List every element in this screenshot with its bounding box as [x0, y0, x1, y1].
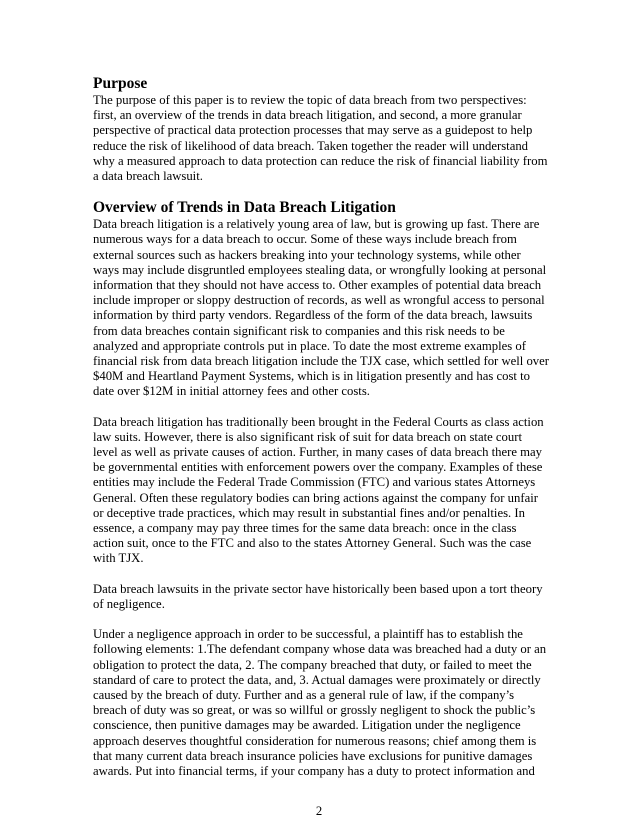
text-line: level as well as private causes of action. Further, in many cases of data breach there may — [93, 445, 543, 460]
text-line: caused by the breach of duty. Further and as a general rule of law, if the company’s — [93, 687, 515, 702]
overview-paragraph-4 — [93, 627, 549, 779]
text-line: from data breaches contain significant risk to companies and this risk needs to be — [93, 323, 505, 338]
text-line: date over $12M in initial attorney fees and other costs. — [93, 384, 370, 399]
text-line: Data breach litigation is a relatively young area of law, but is growing up fast. There are — [93, 217, 540, 232]
text-line: standard of care to protect the data, and, 3. Actual damages were proximately or directly — [93, 672, 541, 687]
text-line: awards. Put into financial terms, if your company has a duty to protect information and — [93, 763, 535, 778]
text-line: following elements: 1.The defendant company whose data was breached had a duty or an — [93, 642, 547, 657]
text-line: conscience, then punitive damages may be awarded. Litigation under the negligence — [93, 718, 521, 733]
purpose-heading: Purpose — [93, 75, 148, 92]
text-line: ways may include disgruntled employees stealing data, or wrongfully looking at personal — [93, 262, 547, 277]
text-line: General. Often these regulatory bodies can bring actions against the company for unfair — [93, 490, 538, 505]
text-line: approach deserves thoughtful consideration for numerous reasons; chief among them is — [93, 733, 537, 748]
overview-section — [93, 198, 549, 779]
text-line: $40M and Heartland Payment Systems, which is in litigation presently and has cost to — [93, 369, 530, 384]
text-line: Data breach litigation has traditionally been brought in the Federal Courts as class action — [93, 414, 544, 429]
text-line: financial risk from data breach litigation include the TJX case, which settled for well over — [93, 354, 550, 369]
text-line: of negligence. — [93, 596, 165, 611]
text-line: information that they should not have access to. Other examples of potential data breach — [93, 278, 542, 293]
document-page — [93, 74, 549, 779]
purpose-paragraph — [93, 93, 549, 184]
text-line: why a measured approach to data protection can reduce the risk of financial liability from — [93, 153, 548, 168]
text-line: obligation to protect the data, 2. The company breached that duty, or failed to meet the — [93, 657, 532, 672]
text-line: numerous ways for a data breach to occur. Some of these ways include breach from — [93, 232, 517, 247]
purpose-section — [93, 74, 549, 184]
text-line: perspective of practical data protection processes that may serve as a guidepost to help — [93, 123, 533, 138]
overview-paragraph-3 — [93, 582, 549, 612]
text-line: external sources such as hackers breaking into your technology systems, while other — [93, 247, 521, 262]
text-line: reduce the risk of likelihood of data breach. Taken together the reader will understand — [93, 138, 529, 153]
overview-paragraph-1 — [93, 217, 549, 399]
text-line: law suits. However, there is also significant risk of suit for data breach on state court — [93, 429, 522, 444]
overview-paragraph-2 — [93, 415, 549, 567]
text-line: essence, a company may pay three times for the same data breach: once in the class — [93, 521, 517, 536]
text-line: action suit, once to the FTC and also to the states Attorney General. Such was the case — [93, 536, 532, 551]
text-line: information by third party vendors. Regardless of the form of the data breach, lawsuits — [93, 308, 533, 323]
text-line: entities may include the Federal Trade Commission (FTC) and various states Attorneys — [93, 475, 536, 490]
text-line: that many current data breach insurance policies have exclusions for punitive damages — [93, 748, 533, 763]
text-line: a data breach lawsuit. — [93, 169, 203, 184]
overview-heading: Overview of Trends in Data Breach Litigation — [93, 199, 396, 217]
text-line: with TJX. — [93, 551, 144, 566]
text-line: Under a negligence approach in order to be successful, a plaintiff has to establish the — [93, 627, 523, 642]
text-line: be governmental entities with enforcement powers over the company. Examples of these — [93, 460, 543, 475]
page-number: 2 — [315, 804, 323, 818]
text-line: analyzed and appropriate controls put in place. To date the most extreme examples of — [93, 338, 526, 353]
text-line: include improper or sloppy destruction of records, as well as wrongful access to personal — [93, 293, 545, 308]
text-line: Data breach lawsuits in the private sector have historically been based upon a tort theory — [93, 581, 543, 596]
text-line: first, an overview of the trends in data breach litigation, and second, a more granular — [93, 108, 522, 123]
text-line: The purpose of this paper is to review the topic of data breach from two perspectives: — [93, 93, 527, 107]
text-line: or deceptive trade practices, which may result in substantial fines and/or penalties. In — [93, 505, 525, 520]
text-line: breach of duty was so great, or was so willful or grossly negligent to shock the public’s — [93, 703, 536, 718]
